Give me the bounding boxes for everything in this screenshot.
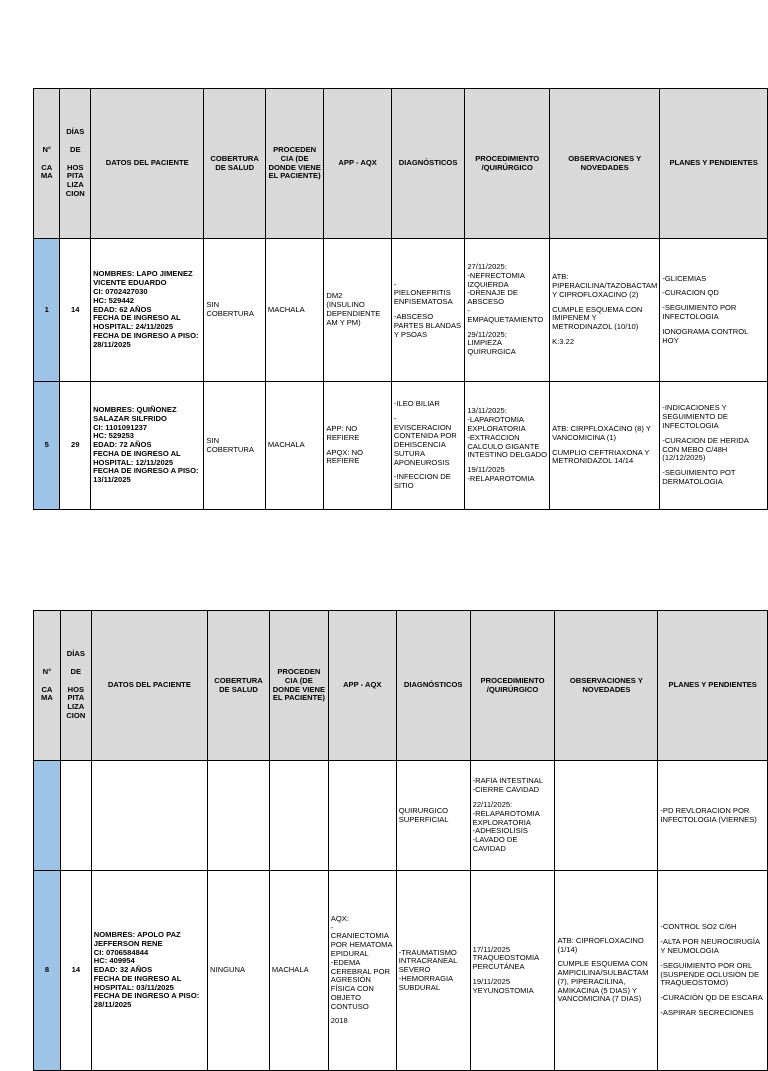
header-patient: DATOS DEL PACIENTE: [91, 611, 207, 761]
diagnoses-cell-line: -TRAUMATISMO INTRACRANEAL SEVERO -HEMORRAGIA SUBDURAL: [398, 947, 458, 992]
diagnoses-cell-line: - EVISCERACION CONTENIDA POR DEHISCENCIA SUTURA APONEUROSIS: [393, 413, 457, 467]
header-plans: PLANES Y PENDIENTES: [658, 611, 768, 761]
plans-cell-line: -CONTROL SO2 C/6H: [660, 922, 737, 932]
procedure-cell-line: 19/11/2025 -RELAPAROTOMIA: [467, 465, 535, 483]
procedure-cell-line: 27/11/2025: -NEFRECTOMIA IZQUIERDA -DRENAJE DE ABSCESO - EMPAQUETAMIENTO: [467, 262, 544, 324]
bed-number-cell-text: 5: [44, 440, 49, 450]
patient-data-cell-text: NOMBRES: LAPO JIMENEZ VICENTE EDUARDO CI: 0702427030 HC: 529442 EDAD: 62 AÑOS FECHA DE INGRESO AL HOSPITAL: 24/11/2025 FECHA DE INGRESO A PISO: 28/11/2025: [93, 269, 199, 349]
patient-data-cell: [91, 871, 207, 1071]
origin-cell: [265, 382, 323, 510]
header-observations: OBSERVACIONES Y NOVEDADES: [555, 611, 658, 761]
diagnoses-cell: [396, 761, 470, 871]
plans-cell-line: -SEGUIMIENTO POR ORL (SUSPENDE OCLUSION DE TRAQUEOSTOMO): [660, 960, 760, 988]
coverage-cell-text: SIN COBERTURA: [206, 435, 254, 454]
table-row: [34, 761, 768, 871]
header-bed: N° CA MA: [34, 611, 61, 761]
header-procedure: PROCEDIMIENTO /QUIRÚRGICO: [465, 89, 550, 239]
plans-cell-line: -ASPIRAR SECRECIONES: [660, 1007, 754, 1017]
coverage-cell-text: SIN COBERTURA: [206, 300, 254, 318]
header-origin: PROCEDEN CIA (DE DONDE VIENE EL PACIENTE): [265, 89, 323, 239]
plans-cell-line: -SEGUIMIENTO POR INFECTOLOGIA: [662, 303, 737, 321]
plans-cell-line: -SEGUIMIENTO POT DERMATOLOGIA: [662, 468, 736, 486]
app-aqx-cell-line: DM2 (INSULINO DEPENDIENTE AM Y PM): [326, 291, 381, 327]
procedure-cell: [470, 761, 555, 871]
diagnoses-cell: [391, 382, 464, 510]
observations-cell: [550, 239, 660, 382]
app-aqx-cell-line: APP: NO REFIERE: [326, 423, 360, 442]
diagnoses-cell-line: -INFECCION DE SITIO: [393, 472, 451, 491]
procedure-cell: [465, 382, 550, 510]
plans-cell: [660, 239, 768, 382]
coverage-cell: [208, 871, 270, 1071]
census-table-1: [33, 88, 768, 510]
app-aqx-cell-line: APQX: NO REFIERE: [326, 447, 364, 466]
observations-cell: [550, 382, 660, 510]
table-row: [34, 871, 768, 1071]
header-coverage: COBERTURA DE SALUD: [208, 611, 270, 761]
header-patient: DATOS DEL PACIENTE: [91, 89, 204, 239]
app-aqx-cell: [324, 382, 392, 510]
days-cell-text: 14: [71, 304, 80, 314]
header-bed: N° CA MA: [34, 89, 60, 239]
header-diagnoses: DIAGNÓSTICOS: [396, 611, 470, 761]
header-observations: OBSERVACIONES Y NOVEDADES: [550, 89, 660, 239]
header-days: DÍAS DE HOS PITA LIZA CION: [60, 611, 91, 761]
plans-cell: [660, 382, 768, 510]
table-row: [34, 239, 768, 382]
days-cell-text: 29: [71, 440, 80, 450]
diagnoses-cell-line: -ILEO BILIAR: [393, 398, 440, 408]
plans-cell-line: IONOGRAMA CONTROL HOY: [662, 326, 749, 345]
bed-number-cell: [34, 239, 60, 382]
days-cell: [60, 871, 91, 1071]
procedure-cell-line: 29/11/2025: LIMPIEZA QUIRURGICA: [467, 329, 516, 357]
header-row: [34, 611, 768, 761]
plans-cell-line: -ALTA POR NEUROCIRUGÍA Y NEUMOLOGIA: [660, 937, 760, 955]
procedure-cell-line: -RAFIA INTESTINAL -CIERRE CAVIDAD: [472, 776, 544, 795]
diagnoses-cell: [396, 871, 470, 1071]
coverage-cell-text: NINGUNA: [210, 965, 246, 975]
plans-cell-line: -INDICACIONES Y SEGUIMIENTO DE INFECTOLOGIA: [662, 403, 728, 430]
plans-cell-line: -PD REVLORACION POR INFECTOLOGIA (VIERNES): [660, 805, 757, 824]
plans-cell: [658, 871, 768, 1071]
header-procedure: PROCEDIMIENTO /QUIRÚRGICO: [470, 611, 555, 761]
plans-cell-line: -CURACIÓN QD DE ESCARA: [660, 993, 763, 1003]
origin-cell-text: MACHALA: [267, 440, 305, 450]
table-body-2: [34, 761, 768, 1071]
observations-cell-line: CUMPLE ESQUEMA CON AMPICILINA/SULBACTAM (7), PIPERACILINA, AMIKACINA (5 DIAS) Y VANCOMICINA (7 DIAS): [557, 959, 649, 1004]
observations-cell: [555, 761, 658, 871]
procedure-cell-line: 22/11/2025: -RELAPAROTOMIA EXPLORATORIA -ADHESIOLISIS -LAVADO DE CAVIDAD: [472, 799, 540, 853]
origin-cell: [269, 871, 328, 1071]
observations-cell: [555, 871, 658, 1071]
coverage-cell: [204, 382, 266, 510]
header-row: [34, 89, 768, 239]
days-cell: [60, 239, 91, 382]
procedure-cell: [470, 871, 555, 1071]
observations-cell-line: ATB: PIPERACILINA/TAZOBACTAM Y CIPROFLOXACINO (2): [552, 272, 658, 299]
origin-cell: [269, 761, 328, 871]
coverage-cell: [208, 761, 270, 871]
table-body-1: [34, 239, 768, 510]
header-origin: PROCEDEN CIA (DE DONDE VIENE EL PACIENTE): [269, 611, 328, 761]
header-app: APP - AQX: [328, 611, 396, 761]
patient-data-cell-text: NOMBRES: APOLO PAZ JEFFERSON RENE CI: 0706584844 HC: 409954 EDAD: 32 AÑOS FECHA DE INGRESO AL HOSPITAL: 03/11/2025 FECHA DE INGRESO A PISO: 28/11/2025: [93, 929, 200, 1010]
coverage-cell: [204, 239, 266, 382]
plans-cell: [658, 761, 768, 871]
procedure-cell-line: 13/11/2025: -LAPAROTOMIA EXPLORATORIA -EXTRACCION CALCULO GIGANTE INTESTINO DELGADO: [467, 406, 548, 460]
patient-data-cell: [91, 239, 204, 382]
observations-cell-line: CUMPLIO CEFTRIAXONA Y METRONIDAZOL 14/14: [552, 447, 650, 466]
procedure-cell-line: 19/11/2025 YEYUNOSTOMIA: [472, 976, 534, 995]
bed-number-cell: [34, 761, 61, 871]
app-aqx-cell-line: 2018: [330, 1016, 348, 1026]
app-aqx-cell-line: AQX: - CRANIECTOMIA POR HEMATOMA EPIDURAL -EDEMA CEREBRAL POR AGRESIÓN FÍSICA CON OBJETO CONTUSO: [330, 913, 393, 1011]
bed-number-cell: [34, 382, 60, 510]
days-cell: [60, 382, 91, 510]
origin-cell: [265, 239, 323, 382]
app-aqx-cell: [324, 239, 392, 382]
days-cell-text: 14: [71, 965, 81, 975]
header-app: APP - AQX: [324, 89, 392, 239]
bed-number-cell: [34, 871, 61, 1071]
plans-cell-line: -CURACION DE HERIDA CON MEBO C/48H (12/12/2025): [662, 435, 749, 463]
header-plans: PLANES Y PENDIENTES: [660, 89, 768, 239]
observations-cell-line: ATB: CIRPFLOXACINO (8) Y VANCOMICINA (1): [552, 423, 651, 442]
header-diagnoses: DIAGNÓSTICOS: [391, 89, 464, 239]
observations-cell-line: CUMPLE ESQUEMA CON IMIPENEM Y METRODINAZOL (10/10): [552, 304, 643, 332]
diagnoses-cell-line: QUIRURGICO SUPERFICIAL: [398, 805, 449, 824]
header-coverage: COBERTURA DE SALUD: [204, 89, 266, 239]
app-aqx-cell: [328, 871, 396, 1071]
table-row: [34, 382, 768, 510]
patient-data-cell-text: NOMBRES: QUIÑONEZ SALAZAR SILFRIDO CI: 1101091237 HC: 529253 EDAD: 72 AÑOS FECHA DE INGRESO AL HOSPITAL: 12/11/2025 FECHA DE INGRESO A PISO: 13/11/2025: [93, 404, 199, 485]
header-days: DÍAS DE HOS PITA LIZA CION: [60, 89, 91, 239]
plans-cell-line: -CURACION QD: [662, 288, 719, 298]
diagnoses-cell: [391, 239, 464, 382]
diagnoses-cell-line: -ABSCESO PARTES BLANDAS Y PSOAS: [393, 312, 462, 339]
observations-cell-line: K:3.22: [552, 336, 575, 346]
app-aqx-cell: [328, 761, 396, 871]
observations-cell-line: ATB: CIPROFLOXACINO (1/14): [557, 935, 644, 954]
origin-cell-text: MACHALA: [271, 965, 309, 975]
bed-number-cell-text: 8: [44, 965, 50, 975]
patient-data-cell: [91, 382, 204, 510]
days-cell: [60, 761, 91, 871]
procedure-cell-line: 17/11/2025 TRAQUEOSTOMIA PERCUTÁNEA: [472, 944, 539, 972]
plans-cell-line: -GLICEMIAS: [662, 273, 707, 283]
bed-number-cell-text: 1: [44, 304, 49, 314]
procedure-cell: [465, 239, 550, 382]
diagnoses-cell-line: - PIELONEFRITIS ENFISEMATOSA: [393, 279, 453, 307]
origin-cell-text: MACHALA: [267, 304, 305, 314]
census-table-2: [33, 610, 768, 1071]
patient-data-cell: [91, 761, 207, 871]
